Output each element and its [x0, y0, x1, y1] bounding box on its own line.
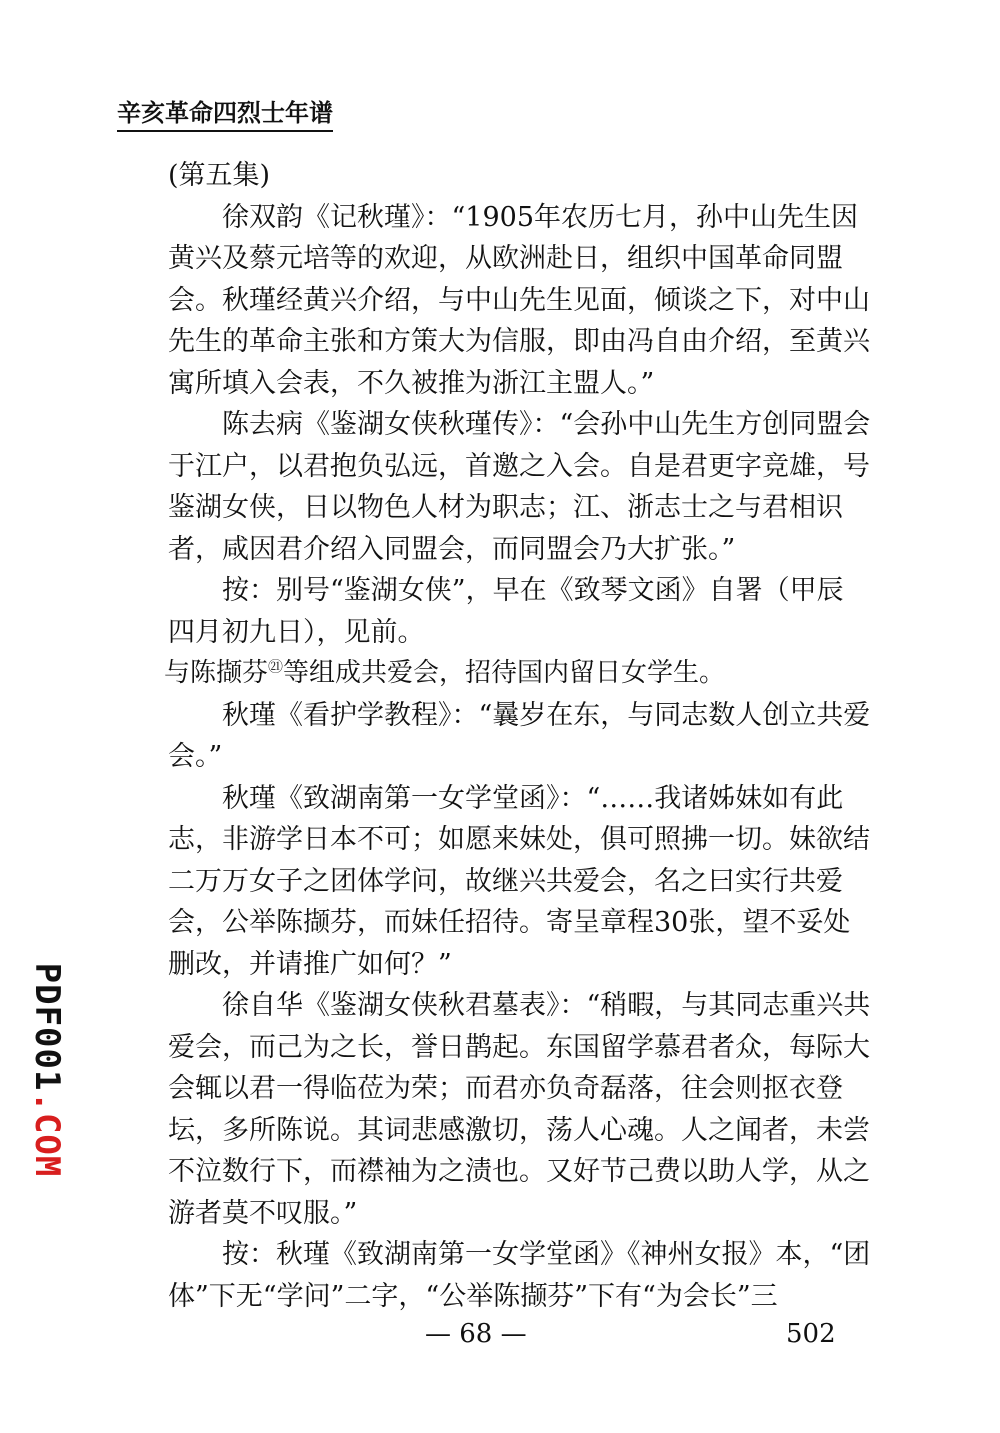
- line-text: 黄兴及蔡元培等的欢迎，从欧洲赴日，组织中国革命同盟: [168, 243, 843, 274]
- line-text: 体”下无“学问”二字，“公举陈撷芬”下有“为会长”三: [168, 1280, 778, 1312]
- text-line: [168, 363, 858, 405]
- line-text: 四月初九日），见前。: [168, 616, 425, 648]
- line-text: 者，咸因君介绍入同盟会，而同盟会乃大扩张。”: [168, 533, 736, 565]
- text-line: [168, 570, 858, 612]
- text-line: [168, 446, 870, 488]
- line-text: 二万万女子之团体学问，故继兴共爱会，名之曰实行共爱: [168, 865, 843, 897]
- line-text-after: 等组成共爱会，招待国内留日女学生。: [283, 658, 726, 688]
- line-text: 按：秋瑾《致湖南第一女学堂函》《神州女报》本，“团: [222, 1239, 871, 1270]
- text-line: [168, 695, 871, 737]
- text-line: [168, 487, 858, 529]
- text-line: [168, 1234, 871, 1276]
- text-line: [168, 1110, 870, 1152]
- footnote-marker: ㉑: [268, 657, 284, 676]
- line-text: 会，公举陈撷芬，而妹任招待。寄呈章程30张，望不妥处: [168, 907, 851, 938]
- text-line: [168, 612, 858, 654]
- text-line: [168, 902, 858, 944]
- text-line: [168, 1193, 858, 1235]
- watermark-part-2: .COM: [27, 1091, 67, 1178]
- line-text: 与陈撷芬: [164, 658, 269, 688]
- text-line: [168, 1027, 870, 1069]
- text-line: [168, 736, 858, 778]
- text-line: [168, 778, 858, 820]
- text-line: [168, 819, 870, 861]
- text-line: [168, 861, 858, 903]
- body-text: [164, 155, 871, 1317]
- line-text: 会。秋瑾经黄兴介绍，与中山先生见面，倾谈之下，对中山: [168, 284, 870, 316]
- line-text: 会辄以君一得临莅为荣；而君亦负奇磊落，往会则抠衣登: [168, 1073, 843, 1104]
- text-line: [168, 944, 858, 986]
- line-text: 先生的革命主张和方策大为信服，即由冯自由介绍，至黄兴: [168, 326, 870, 357]
- line-text: 于江户，以君抱负弘远，首邀之入会。自是君更字竞雄，号: [168, 450, 870, 482]
- line-text: 陈去病《鉴湖女侠秋瑾传》：“会孙中山先生方创同盟会: [222, 409, 871, 440]
- text-line: [168, 1151, 870, 1193]
- text-line: [168, 321, 870, 363]
- watermark-text: [27, 963, 67, 1178]
- line-text: 秋瑾《致湖南第一女学堂函》：“……我诸姊妹如有此: [222, 782, 844, 814]
- line-text: 游者莫不叹服。”: [168, 1197, 358, 1229]
- line-text: 按：别号“鉴湖女侠”，早在《致琴文函》自署（甲辰: [222, 575, 844, 606]
- line-text: 鉴湖女侠，日以物色人材为职志；江、浙志士之与君相识: [168, 492, 843, 523]
- text-line: [168, 985, 871, 1027]
- line-text: (第五集): [168, 160, 271, 191]
- text-line: [168, 529, 858, 571]
- text-line: [164, 653, 858, 695]
- footer-page-number: 502: [786, 1319, 836, 1349]
- running-head: 辛亥革命四烈士年谱: [117, 98, 333, 132]
- text-line: [168, 238, 858, 280]
- line-text: 不泣数行下，而襟袖为之渍也。又好节己费以助人学，从之: [168, 1156, 870, 1187]
- line-text: 徐双韵《记秋瑾》：“1905年农历七月，孙中山先生因: [222, 201, 859, 233]
- watermark: [22, 962, 72, 1178]
- line-text: 会。”: [168, 741, 223, 772]
- line-text: 爱会，而己为之长，誉日鹊起。东国留学慕君者众，每际大: [168, 1031, 870, 1063]
- line-text: 志，非游学日本不可；如愿来妹处，俱可照拂一切。妹欲结: [168, 824, 870, 855]
- footer-page-label: — 68 —: [425, 1319, 527, 1349]
- line-text: 徐自华《鉴湖女侠秋君墓表》：“稍暇，与其同志重兴共: [222, 990, 871, 1021]
- text-line: [168, 280, 870, 322]
- line-text: 寓所填入会表，不久被推为浙江主盟人。”: [168, 367, 655, 399]
- line-text: 坛，多所陈说。其词悲感激切，荡人心魂。人之闻者，未尝: [168, 1114, 870, 1146]
- watermark-part-1: PDF001: [27, 962, 67, 1092]
- line-text: 秋瑾《看护学教程》：“曩岁在东，与同志数人创立共爱: [222, 699, 871, 731]
- text-line: [168, 1068, 858, 1110]
- text-line: [168, 404, 871, 446]
- text-line: [168, 197, 858, 239]
- text-line: [168, 155, 858, 197]
- line-text: 删改，并请推广如何？”: [168, 948, 452, 980]
- text-line: [168, 1276, 858, 1318]
